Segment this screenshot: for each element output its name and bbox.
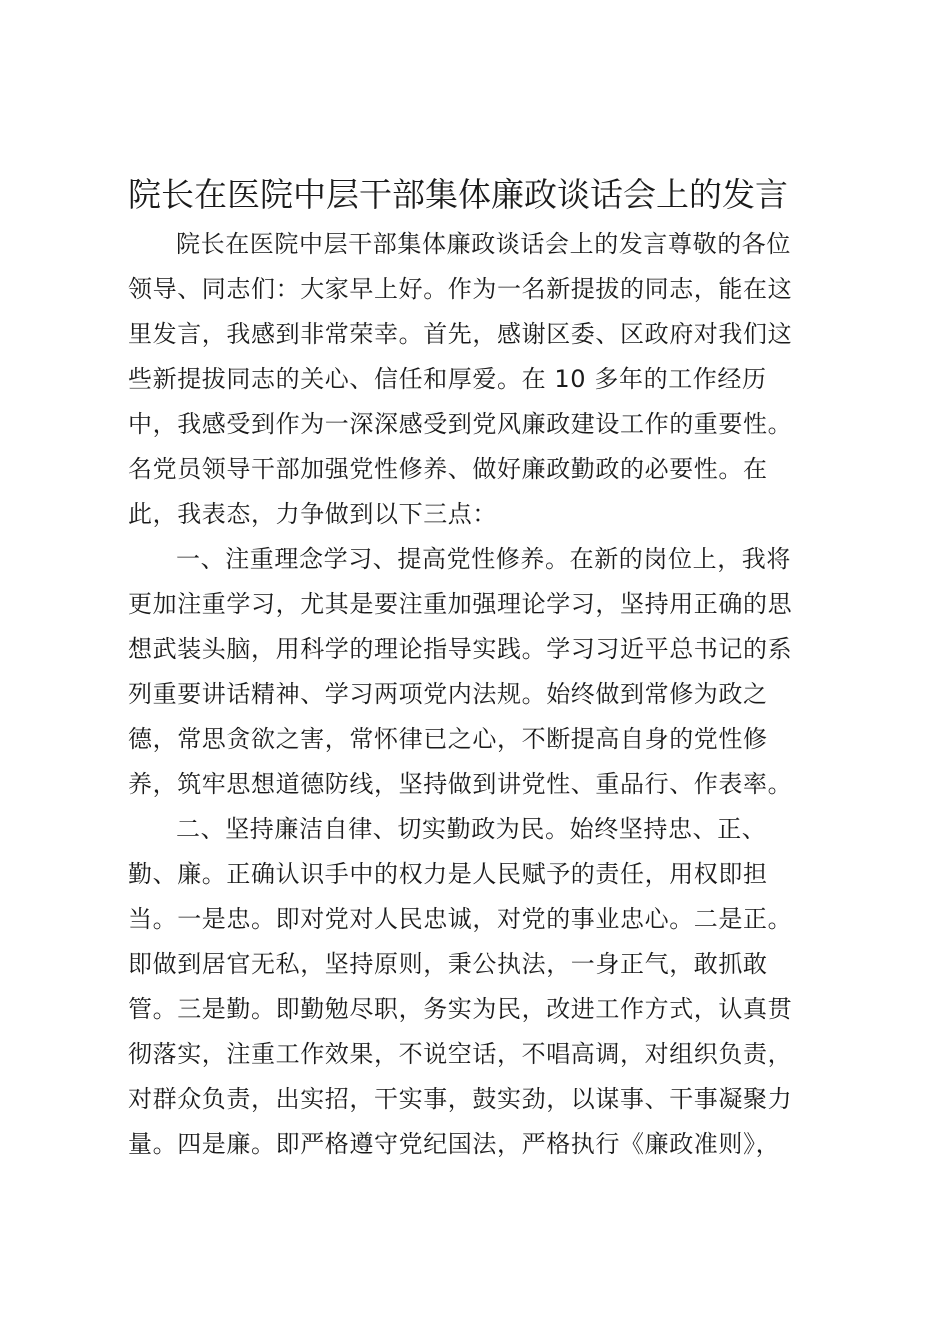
paragraph-line: 量。四是廉。即严格遵守党纪国法，严格执行《廉政准则》，	[128, 1130, 781, 1158]
paragraph-line: 里发言，我感到非常荣幸。首先，感谢区委、区政府对我们这	[128, 320, 793, 348]
document-title: 院长在医院中层干部集体廉政谈话会上的发言	[128, 175, 788, 214]
paragraph-line: 领导、同志们：大家早上好。作为一名新提拔的同志，能在这	[128, 275, 793, 303]
paragraph-line: 对群众负责，出实招，干实事，鼓实劲，以谋事、干事凝聚力	[128, 1085, 793, 1113]
paragraph-line: 养，筑牢思想道德防线，坚持做到讲党性、重品行、作表率。	[128, 770, 793, 798]
paragraph-line: 列重要讲话精神、学习两项党内法规。始终做到常修为政之	[128, 680, 768, 708]
paragraph-line: 当。一是忠。即对党对人民忠诚，对党的事业忠心。二是正。	[128, 905, 793, 933]
paragraph-line: 二、坚持廉洁自律、切实勤政为民。始终坚持忠、正、	[176, 815, 767, 843]
paragraph-line: 一、注重理念学习、提高党性修养。在新的岗位上，我将	[176, 545, 791, 573]
paragraph-line: 彻落实，注重工作效果，不说空话，不唱高调，对组织负责，	[128, 1040, 793, 1068]
paragraph-line: 德，常思贪欲之害，常怀律已之心，不断提高自身的党性修	[128, 725, 768, 753]
paragraph-line: 些新提拔同志的关心、信任和厚爱。在 10 多年的工作经历	[128, 365, 767, 393]
paragraph-line: 名党员领导干部加强党性修养、做好廉政勤政的必要性。在	[128, 455, 768, 483]
paragraph-line: 此，我表态，力争做到以下三点：	[128, 500, 497, 528]
paragraph-line: 想武装头脑，用科学的理论指导实践。学习习近平总书记的系	[128, 635, 793, 663]
paragraph-line: 即做到居官无私，坚持原则，秉公执法，一身正气，敢抓敢	[128, 950, 768, 978]
paragraph-line: 管。三是勤。即勤勉尽职，务实为民，改进工作方式，认真贯	[128, 995, 793, 1023]
paragraph-line: 更加注重学习，尤其是要注重加强理论学习，坚持用正确的思	[128, 590, 793, 618]
paragraph-line: 中，我感受到作为一深深感受到党风廉政建设工作的重要性。	[128, 410, 793, 438]
paragraph-line: 院长在医院中层干部集体廉政谈话会上的发言尊敬的各位	[176, 230, 791, 258]
paragraph-line: 勤、廉。正确认识手中的权力是人民赋予的责任，用权即担	[128, 860, 768, 888]
